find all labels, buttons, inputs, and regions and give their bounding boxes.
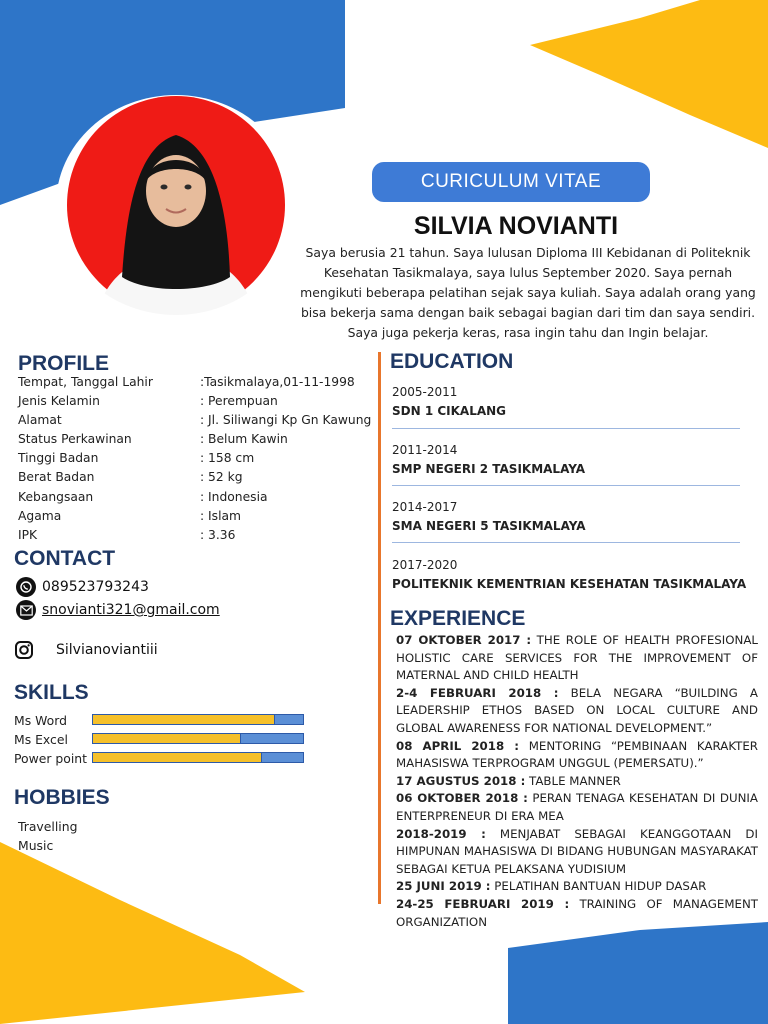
intro-paragraph: Saya berusia 21 tahun. Saya lulusan Diploma III Kebidanan di Politeknik Kesehatan Tasikmalaya, saya lulus September 2020. Saya pernah mengikuti beberapa pelatihan sejak saya kuliah. Saya adalah orang yang bisa bekerja sama dengan baik sebagai bagian dari tim dan saya sendiri. Saya juga pekerja keras, rasa ingin tahu dan Ingin belajar. [300, 245, 756, 340]
hobby-item: Travelling [18, 819, 78, 834]
profile-label: Status Perkawinan [18, 432, 132, 446]
profile-photo [56, 95, 296, 315]
profile-value: : Jl. Siliwangi Kp Gn Kawung [200, 413, 372, 427]
profile-row [18, 528, 378, 547]
profile-row [18, 432, 378, 451]
profile-label: Tempat, Tanggal Lahir [18, 375, 153, 389]
profile-row [18, 375, 378, 394]
phone-number: 089523793243 [42, 579, 149, 595]
education-year: 2005-2011 [392, 385, 458, 399]
profile-label: Alamat [18, 413, 62, 427]
experience-text: THE ROLE OF HEALTH PROFESIONAL HOLISTIC CARE SERVICES FOR THE IMPROVEMENT OF MATERNAL AND CHILD HEALTH [396, 633, 758, 683]
contact-instagram [14, 640, 158, 660]
profile-label: IPK [18, 528, 38, 542]
experience-text: BELA NEGARA “BUILDING A LEADERSHIP ETHOS BASED ON LOCAL CULTURE AND GLOBAL AWARENESS FOR NATIONAL DEVELOPMENT.” [396, 685, 758, 735]
education-school: SMA NEGERI 5 TASIKMALAYA [392, 519, 586, 533]
experience-text: MENJABAT SEBAGAI KEANGGOTAAN DI HIMPUNAN MAHASISWA DI BIDANG HUBUNGAN MASYARAKAT SEBAGAI KETUA PELAKSANA YUDISIUM [396, 826, 758, 876]
experience-item [396, 738, 758, 773]
hobby-item: Music [18, 838, 54, 853]
education-heading: EDUCATION [390, 350, 514, 373]
skill-label: Ms Word [14, 713, 67, 728]
experience-date: 07 OKTOBER 2017 : [396, 633, 532, 647]
education-year: 2014-2017 [392, 500, 458, 514]
education-school: SMP NEGERI 2 TASIKMALAYA [392, 462, 586, 476]
top-right-yellow-shape [530, 0, 768, 148]
skills-heading: SKILLS [14, 681, 89, 704]
person-name: SILVIA NOVIANTI [413, 212, 619, 240]
profile-label: Agama [18, 509, 62, 523]
skill-item [14, 712, 314, 730]
experience-text: PELATIHAN BANTUAN HIDUP DASAR [490, 879, 707, 894]
education-year: 2011-2014 [392, 443, 458, 457]
experience-item [396, 685, 758, 738]
experience-date: 25 JUNI 2019 : [396, 879, 491, 894]
profile-heading: PROFILE [18, 352, 110, 375]
education-separator [392, 542, 740, 543]
profile-value: : Belum Kawin [200, 432, 288, 446]
profile-row [18, 470, 378, 489]
whatsapp-icon [16, 577, 36, 597]
profile-value: : Indonesia [200, 490, 268, 504]
profile-label: Berat Badan [18, 470, 95, 484]
experience-date: 06 OKTOBER 2018 : [396, 791, 528, 806]
skill-item [14, 750, 314, 768]
profile-label: Jenis Kelamin [18, 394, 100, 408]
skill-item [14, 731, 314, 749]
education-school: SDN 1 CIKALANG [392, 404, 507, 418]
experience-item [396, 632, 758, 685]
education-school: POLITEKNIK KEMENTRIAN KESEHATAN TASIKMALAYA [392, 577, 747, 591]
experience-item [396, 878, 758, 896]
instagram-handle[interactable]: Silvianoviantiii [56, 642, 158, 658]
experience-item [396, 826, 758, 879]
skill-bar [92, 714, 304, 725]
experience-item [396, 790, 758, 825]
education-year: 2017-2020 [392, 558, 458, 572]
bottom-right-blue-shape [508, 922, 768, 1024]
profile-label: Tinggi Badan [18, 451, 99, 465]
skill-bar-fill [93, 753, 262, 762]
email-link[interactable]: snovianti321@gmail.com [42, 602, 220, 618]
contact-phone [16, 577, 149, 597]
experience-date: 24-25 FEBRUARI 2019 : [396, 896, 570, 911]
skill-label: Ms Excel [14, 732, 68, 747]
skill-bar-fill [93, 715, 275, 724]
profile-value: : 3.36 [200, 528, 236, 542]
skill-bar-fill [93, 734, 241, 743]
education-separator [392, 485, 740, 486]
experience-text: MENTORING “PEMBINAAN KARAKTER MAHASISWA TERPROGRAM UNGGUL (PEMERSATU).” [396, 738, 758, 771]
profile-row [18, 509, 378, 528]
profile-row [18, 413, 378, 432]
experience-text: TABLE MANNER [525, 773, 621, 788]
contact-email [16, 600, 220, 620]
contact-heading: CONTACT [14, 547, 116, 570]
experience-date: 2-4 FEBRUARI 2018 : [396, 685, 559, 700]
profile-value: : 158 cm [200, 451, 255, 465]
experience-list [396, 632, 758, 931]
profile-value: : 52 kg [200, 470, 243, 484]
curriculum-vitae-badge: CURICULUM VITAE [372, 162, 650, 202]
experience-item [396, 773, 758, 791]
experience-item [396, 896, 758, 931]
column-divider [378, 352, 381, 904]
education-separator [392, 428, 740, 429]
skill-bar [92, 752, 304, 763]
profile-value: : Perempuan [200, 394, 278, 408]
hobbies-heading: HOBBIES [14, 786, 110, 809]
profile-value: :Tasikmalaya,01-11-1998 [200, 375, 355, 389]
experience-date: 17 AGUSTUS 2018 : [396, 773, 526, 788]
experience-heading: EXPERIENCE [390, 607, 526, 630]
profile-row [18, 451, 378, 470]
experience-date: 2018-2019 : [396, 826, 486, 841]
profile-row [18, 490, 378, 509]
mail-icon [16, 600, 36, 620]
profile-value: : Islam [200, 509, 242, 523]
skill-bar [92, 733, 304, 744]
instagram-icon [14, 640, 34, 660]
experience-date: 08 APRIL 2018 : [396, 738, 519, 753]
profile-label: Kebangsaan [18, 490, 94, 504]
profile-row [18, 394, 378, 413]
experience-text: TRAINING OF MANAGEMENT ORGANIZATION [396, 896, 758, 929]
skill-label: Power point [14, 751, 88, 766]
experience-text: PERAN TENAGA KESEHATAN DI DUNIA ENTERPRENEUR DI ERA MEA [396, 791, 758, 823]
bottom-left-yellow-shape [0, 842, 305, 1024]
